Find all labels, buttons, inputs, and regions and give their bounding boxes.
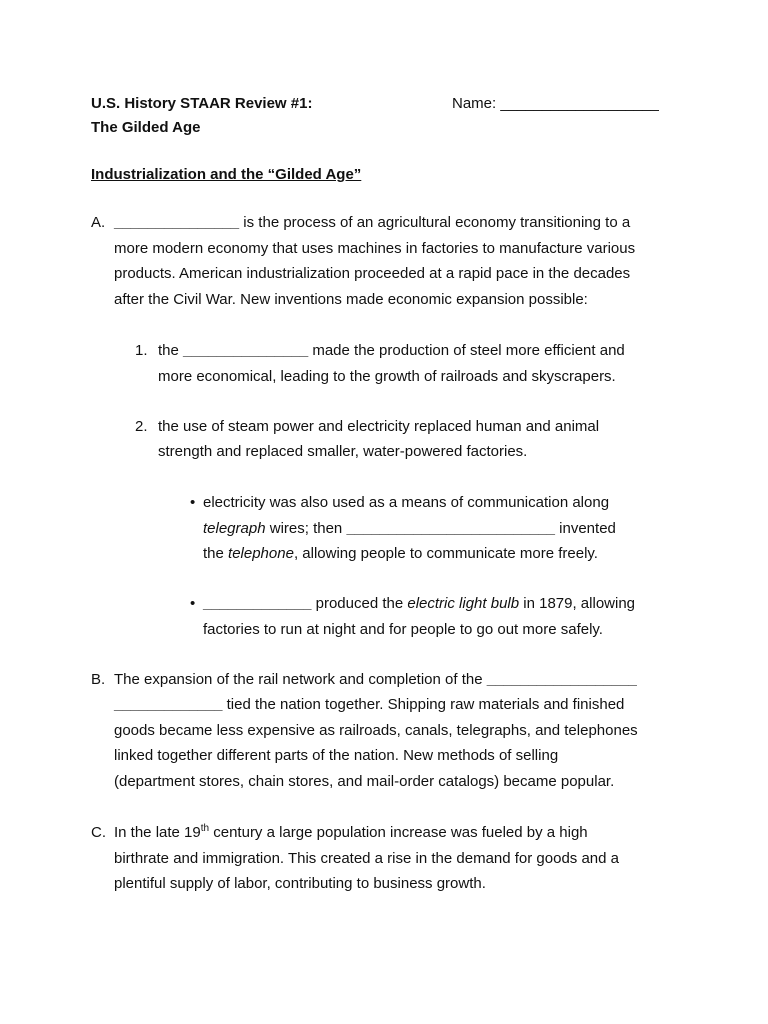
item-b-line3: goods became less expensive as railroads, canals, telegraphs, and telephones: [114, 722, 638, 739]
bullet1-line2: [203, 520, 616, 538]
item-a-line4: after the Civil War. New inventions made economic expansion possible:: [114, 291, 588, 308]
item-b-line1-text: The expansion of the rail network and completion of the: [114, 671, 487, 688]
section-heading: Industrialization and the “Gilded Age”: [91, 166, 362, 183]
bullet1-line3: [203, 545, 598, 563]
bullet1-blank[interactable]: _________________________: [346, 520, 555, 537]
sub2-line2: strength and replaced smaller, water-powered factories.: [158, 443, 528, 460]
worksheet-title: U.S. History STAAR Review #1:: [91, 95, 313, 112]
sub1-marker: 1.: [135, 342, 148, 359]
bullet1-dot: •: [190, 494, 196, 511]
sub1-blank[interactable]: _______________: [183, 342, 309, 359]
sub1-line1-text: made the production of steel more efficient and: [308, 342, 625, 359]
name-field-label: Name: ___________________: [452, 95, 659, 112]
sub2-marker: 2.: [135, 418, 148, 435]
item-c-marker: C.: [91, 824, 106, 841]
bullet1-line3-rest: , allowing people to communicate more freely.: [293, 545, 598, 562]
item-c-line1-rest: century a large population increase was fueled by a high: [209, 824, 588, 841]
bullet2-light-bulb: electric light bulb: [407, 595, 520, 612]
sub1-pre: the: [158, 342, 184, 359]
sub2-line1: the use of steam power and electricity replaced human and animal: [158, 418, 600, 435]
item-c-line2: birthrate and immigration. This created a rise in the demand for goods and a: [114, 850, 620, 867]
worksheet-subtitle: The Gilded Age: [91, 119, 201, 136]
item-b-blank1[interactable]: __________________: [486, 671, 637, 688]
item-a-blank[interactable]: _______________: [114, 214, 240, 231]
sub1-line1: [158, 342, 625, 360]
item-c-line1: [114, 824, 588, 842]
item-a-line1-text: is the process of an agricultural economy transitioning to a: [239, 214, 631, 231]
bullet1-line2-mid: wires; then: [265, 520, 347, 537]
item-b-line5: (department stores, chain stores, and mail-order catalogs) became popular.: [114, 773, 615, 790]
item-c-line3: plentiful supply of labor, contributing to business growth.: [114, 875, 486, 892]
bullet2-line1: [203, 595, 635, 613]
item-b-line2-text: tied the nation together. Shipping raw materials and finished: [222, 696, 625, 713]
item-c-superscript: th: [200, 823, 210, 834]
item-a-line1: [114, 214, 630, 232]
bullet1-telephone: telephone: [228, 545, 294, 562]
bullet2-line2: factories to run at night and for people to go out more safely.: [203, 621, 603, 638]
item-b-blank2[interactable]: _____________: [114, 696, 223, 713]
item-b-line4: linked together different parts of the nation. New methods of selling: [114, 747, 559, 764]
item-a-line2: more modern economy that uses machines in factories to manufacture various: [114, 240, 636, 257]
item-b-line2: [114, 696, 624, 714]
bullet2-line1-rest: in 1879, allowing: [519, 595, 636, 612]
item-b-marker: B.: [91, 671, 106, 688]
item-a-marker: A.: [91, 214, 106, 231]
bullet2-mid: produced the: [311, 595, 408, 612]
bullet1-telegraph: telegraph: [203, 520, 266, 537]
item-b-line1: [114, 671, 637, 689]
item-a-line3: products. American industrialization proceeded at a rapid pace in the decades: [114, 265, 631, 282]
bullet1-line1: electricity was also used as a means of communication along: [203, 494, 610, 511]
bullet2-blank[interactable]: _____________: [203, 595, 312, 612]
sub1-line2: more economical, leading to the growth of railroads and skyscrapers.: [158, 368, 616, 385]
item-c-line1-pre: In the late 19: [114, 824, 201, 841]
bullet2-dot: •: [190, 595, 196, 612]
bullet1-line2-rest: invented: [555, 520, 616, 537]
bullet1-line3-pre: the: [203, 545, 229, 562]
